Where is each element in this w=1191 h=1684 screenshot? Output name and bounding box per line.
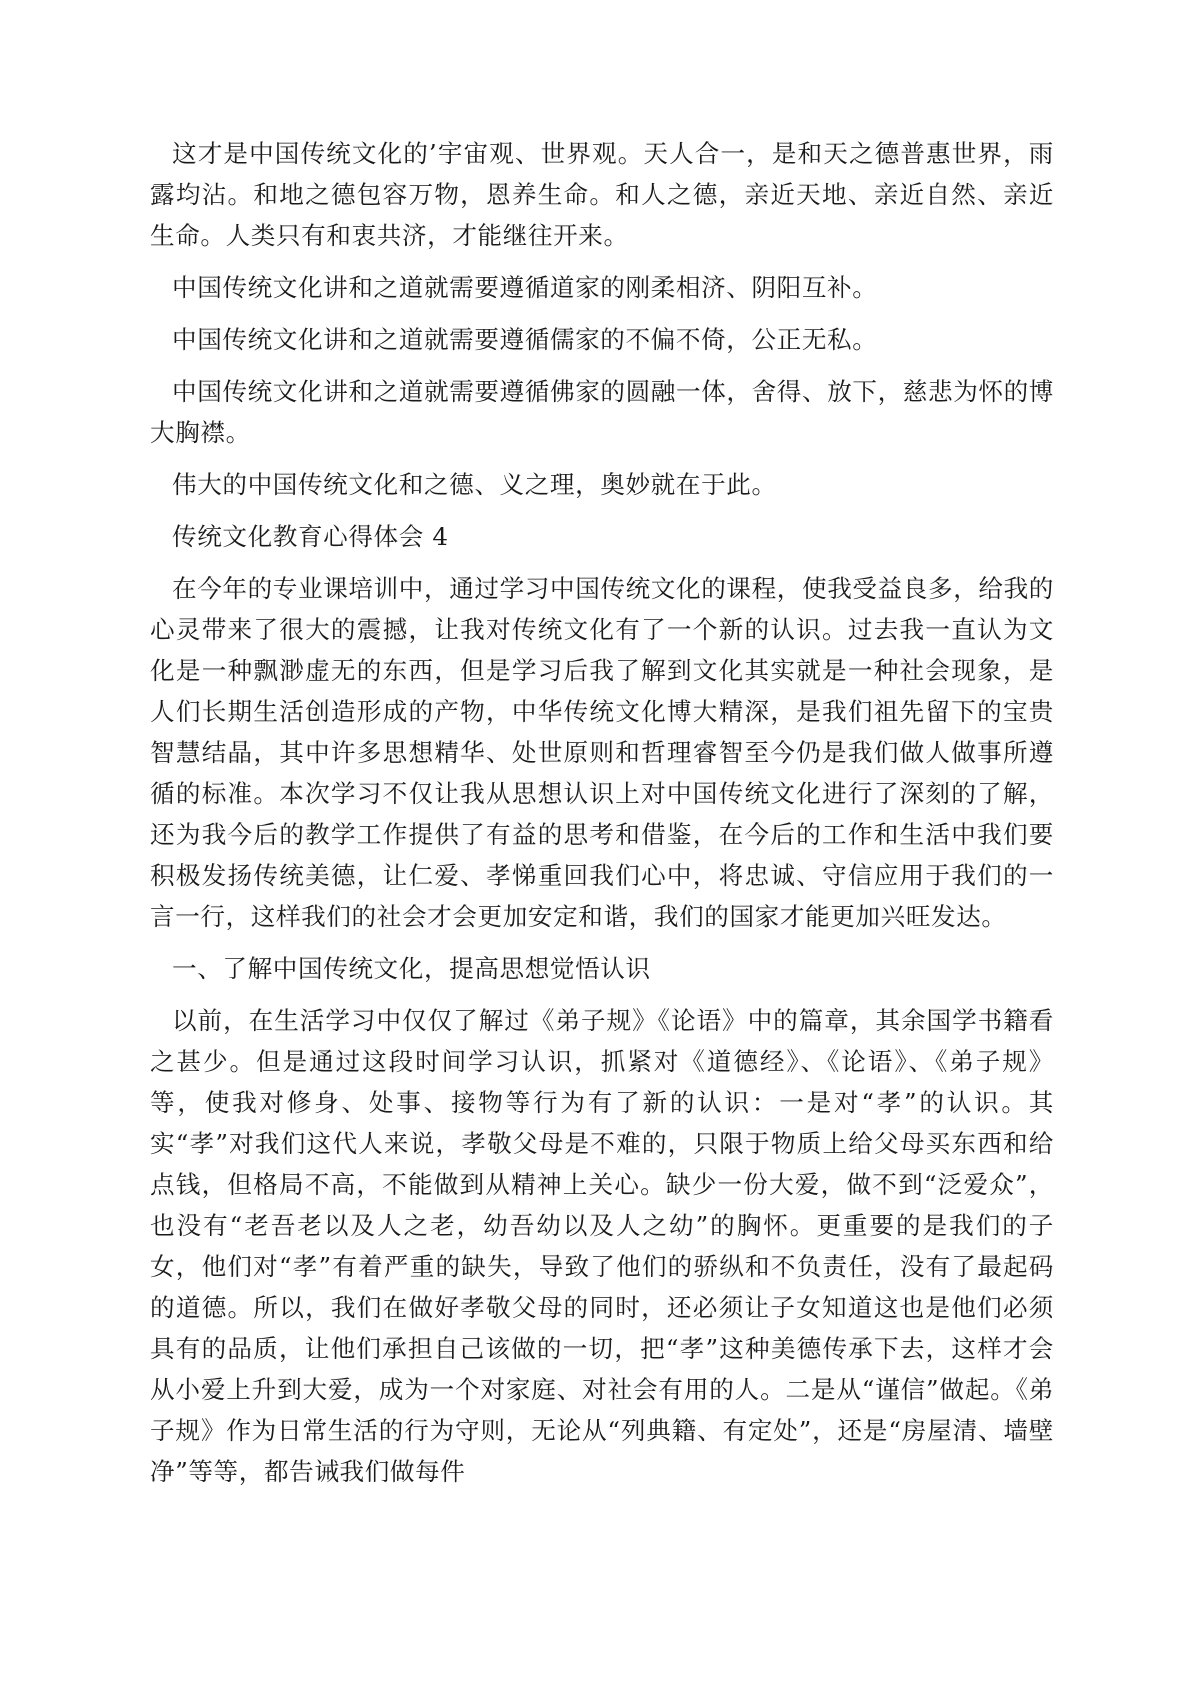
paragraph-cosmology: 这才是中国传统文化的’宇宙观、世界观。天人合一，是和天之德普惠世界，雨露均沾。和地之德包容万物，恩养生命。和人之德，亲近天地、亲近自然、亲近生命。人类只有和衷共济，才能继往开来。 [150,139,1054,250]
paragraph-confucianism: 中国传统文化讲和之道就需要遵循儒家的不偏不倚，公正无私。 [172,325,878,354]
section-heading: 传统文化教育心得体会 4 [172,522,449,551]
paragraph-buddhism: 中国传统文化讲和之道就需要遵循佛家的圆融一体，舍得、放下，慈悲为怀的博大胸襟。 [150,377,1054,447]
document-body [150,133,1054,1492]
paragraph-taoism: 中国传统文化讲和之道就需要遵循道家的刚柔相济、阴阳互补。 [172,273,878,302]
paragraph-training: 在今年的专业课培训中，通过学习中国传统文化的课程，使我受益良多，给我的心灵带来了很大的震撼，让我对传统文化有了一个新的认识。过去我一直认为文化是一种飘渺虚无的东西，但是学习后我了解到文化其实就是一种社会现象，是人们长期生活创造形成的产物，中华传统文化博大精深，是我们祖先留下的宝贵智慧结晶，其中许多思想精华、处世原则和哲理睿智至今仍是我们做人做事所遵循的标准。本次学习不仅让我从思想认识上对中国传统文化进行了深刻的了解，还为我今后的教学工作提供了有益的思考和借鉴，在今后的工作和生活中我们要积极发扬传统美德，让仁爱、孝悌重回我们心中，将忠诚、守信应用于我们的一言一行，这样我们的社会才会更加安定和谐，我们的国家才能更加兴旺发达。 [150,574,1054,931]
paragraph-conclusion: 伟大的中国传统文化和之德、义之理，奥妙就在于此。 [172,470,777,499]
subheading-understanding: 一、了解中国传统文化，提高思想觉悟认识 [172,954,651,983]
paragraph-filial-piety: 以前，在生活学习中仅仅了解过《弟子规》《论语》中的篇章，其余国学书籍看之甚少。但是通过这段时间学习认识，抓紧对《道德经》、《论语》、《弟子规》等，使我对修身、处事、接物等行为有了新的认识：一是对“孝”的认识。其实“孝”对我们这代人来说，孝敬父母是不难的，只限于物质上给父母买东西和给点钱，但格局不高，不能做到从精神上关心。缺少一份大爱，做不到“泛爱众”，也没有“老吾老以及人之老，幼吾幼以及人之幼”的胸怀。更重要的是我们的子女，他们对“孝”有着严重的缺失，导致了他们的骄纵和不负责任，没有了最起码的道德。所以，我们在做好孝敬父母的同时，还必须让子女知道这也是他们必须具有的品质，让他们承担自己该做的一切，把“孝”这种美德传承下去，这样才会从小爱上升到大爱，成为一个对家庭、对社会有用的人。二是从“谨信”做起。《弟子规》作为日常生活的行为守则，无论从“列典籍、有定处”，还是“房屋清、墙壁净”等等，都告诫我们做每件 [150,1006,1054,1486]
